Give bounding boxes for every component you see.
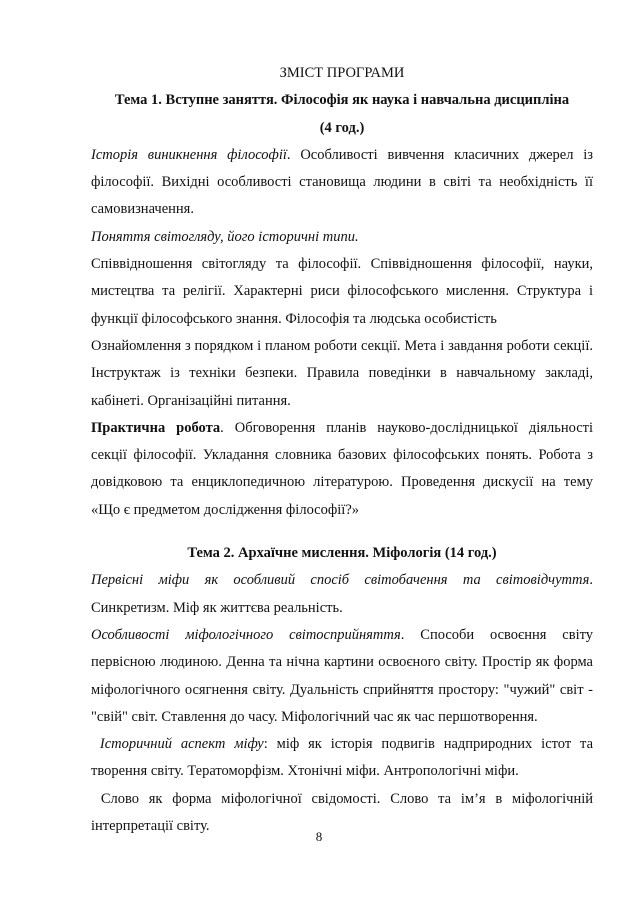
topic2-paragraph-historical <box>91 731 593 786</box>
topic2-perception-italic: Особливості міфологічного світосприйняття <box>91 626 401 643</box>
topic2-historical-text: : міф як історія подвигів надприродних істот та творення світу. Тератоморфізм. Хтонічні міфи. Антропологічні міфи. <box>91 736 594 780</box>
topic2-heading: Тема 2. Архаїчне мислення. Міфологія (14 год.) <box>187 545 497 562</box>
topic2-paragraph-perception <box>91 622 593 731</box>
topic1-paragraph-relation: Співвідношення світогляду та філософії. Співвідношення філософії, науки, мистецтва та релігії. Характерні риси філософського мислення. Структура і функції філософського знання. Філософія та людська особистість <box>91 256 593 327</box>
topic1-hours: (4 год.) <box>319 119 365 136</box>
page-number: 8 <box>315 829 323 844</box>
topic1-heading: Тема 1. Вступне заняття. Філософія як наука і навчальна дисципліна <box>114 92 570 109</box>
topic1-worldview-italic: Поняття світогляду, його історичні типи. <box>91 228 359 245</box>
topic2-myths-text: . Синкретизм. Міф як життєва реальність. <box>91 572 593 616</box>
topic1-paragraph-practical <box>91 415 593 524</box>
page-title: ЗМІСТ ПРОГРАМИ <box>279 65 405 81</box>
topic1-history-text: . Особливості вивчення класичних джерел із філософії. Вихідні особливості становища людини в світі та необхідність її самовизначення. <box>91 146 593 218</box>
topic2-paragraph-word: Слово як форма міфологічної свідомості. Слово та ім’я в міфологічній інтерпретації світу. <box>91 790 597 835</box>
topic2-historical-italic: Історичний аспект міфу <box>91 736 264 753</box>
topic2-myths-italic: Первісні міфи як особливий спосіб світобачення та світовідчуття <box>91 572 590 589</box>
topic2-paragraph-myths <box>91 567 593 622</box>
topic2-perception-text: . Способи освоєння світу первісною людиною. Денна та нічна картини освоєного світу. Простір як форма міфологічного осягнення світу. Дуальність сприйняття простору: "чужий" світ - "свій" світ. Ставлення до часу. Міфологічний час як час першотворення. <box>91 626 593 725</box>
topic1-paragraph-orientation: Ознайомлення з порядком і планом роботи секції. Мета і завдання роботи секції. Інструктаж із техніки безпеки. Правила поведінки в навчальному закладі, кабінеті. Організаційні питання. <box>91 337 593 409</box>
practical-work-label: Практична робота <box>91 419 221 436</box>
page-content <box>91 60 597 840</box>
practical-work-text: . Обговорення планів науково-дослідницької діяльності секції філософії. Укладання словника базових філософських понять. Робота з довідковою та енциклопедичною літературою. Проведення дискусії на тему «Що є предметом дослідження філософії?» <box>91 419 593 518</box>
topic1-paragraph-history <box>91 142 593 224</box>
section-gap <box>91 524 593 540</box>
topic1-history-italic: Історія виникнення філософії <box>91 146 287 163</box>
